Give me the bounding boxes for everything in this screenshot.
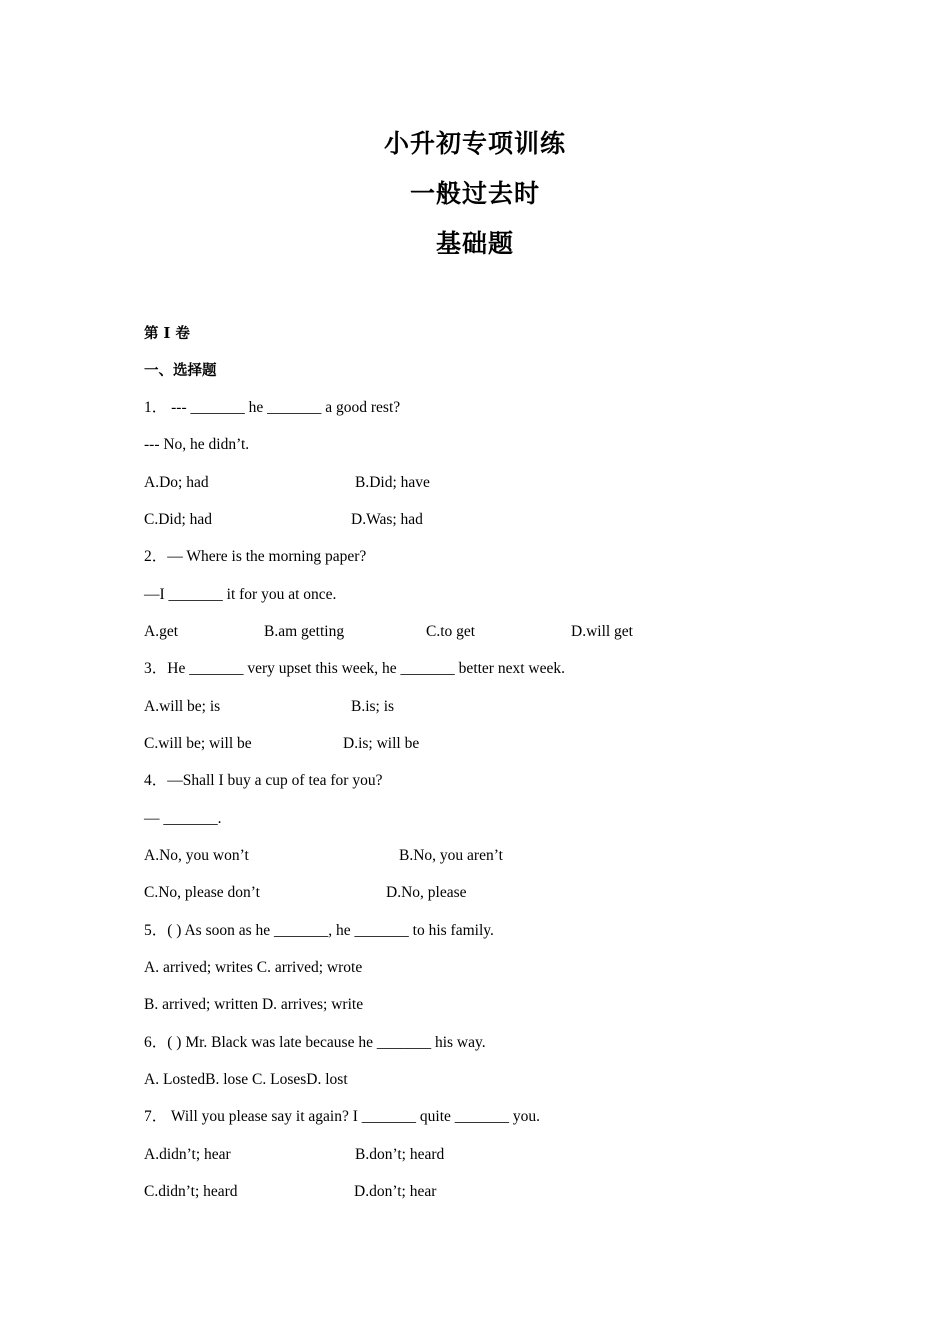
question-7-option-d: D.don’t; hear	[354, 1183, 437, 1200]
question-1-option-d: D.Was; had	[351, 511, 423, 528]
question-2-option-c: C.to get	[426, 623, 476, 640]
question-2-stem: 2．— Where is the morning paper?	[144, 548, 367, 565]
question-6-stem: 6．( ) Mr. Black was late because he _______ his way.	[144, 1034, 486, 1051]
question-7-option-b: B.don’t; heard	[355, 1146, 445, 1163]
question-5-options-line-2: B. arrived; written D. arrives; write	[144, 996, 364, 1013]
question-3-option-b: B.is; is	[351, 698, 395, 715]
question-1-option-b: B.Did; have	[355, 474, 430, 491]
question-6-options-line: A. LostedB. lose C. LosesD. lost	[144, 1071, 348, 1088]
question-4-option-b: B.No, you aren’t	[399, 847, 503, 864]
question-5-stem: 5．( ) As soon as he _______, he _______ to his family.	[144, 922, 494, 939]
document-subtitle: 一般过去时	[409, 179, 540, 208]
question-2-option-b: B.am getting	[264, 623, 345, 640]
question-1-option-a: A.Do; had	[144, 474, 209, 491]
question-4-stem: 4．—Shall I buy a cup of tea for you?	[144, 772, 383, 789]
question-1-answer-line: --- No, he didn’t.	[144, 436, 250, 453]
question-7-stem: 7． Will you please say it again? I _______ quite _______ you.	[144, 1108, 540, 1125]
section-heading: 一、选择题	[144, 362, 217, 379]
question-3-stem: 3．He _______ very upset this week, he _______ better next week.	[144, 660, 565, 677]
question-4-option-d: D.No, please	[386, 884, 467, 901]
question-2-answer-line: —I _______ it for you at once.	[144, 586, 337, 603]
question-4-answer-line: — _______.	[144, 810, 222, 827]
document-title: 小升初专项训练	[383, 129, 566, 158]
question-7-option-a: A.didn’t; hear	[144, 1146, 231, 1163]
question-3-option-c: C.will be; will be	[144, 735, 252, 752]
question-5-options-line-1: A. arrived; writes C. arrived; wrote	[144, 959, 363, 976]
question-3-option-d: D.is; will be	[343, 735, 420, 752]
question-7-option-c: C.didn’t; heard	[144, 1183, 238, 1200]
question-1-stem: 1． --- _______ he _______ a good rest?	[144, 399, 401, 416]
question-4-option-c: C.No, please don’t	[144, 884, 260, 901]
question-2-option-a: A.get	[144, 623, 179, 640]
question-4-option-a: A.No, you won’t	[144, 847, 249, 864]
question-2-option-d: D.will get	[571, 623, 633, 640]
question-1-option-c: C.Did; had	[144, 511, 213, 528]
volume-heading: 第 I 卷	[144, 325, 190, 342]
document-level: 基础题	[435, 229, 514, 258]
question-3-option-a: A.will be; is	[144, 698, 221, 715]
